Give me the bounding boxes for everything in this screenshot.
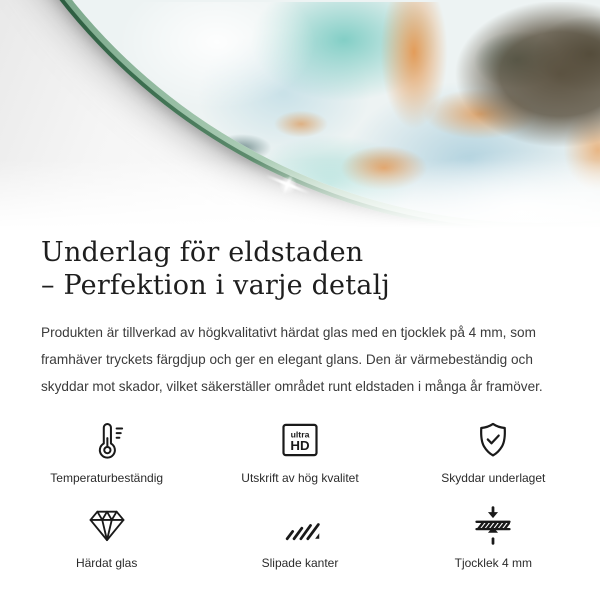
- intro-paragraph: Produkten är tillverkad av högkvalitativt härdat glas med en tjocklek på 4 mm, som framhäver tryckets färgdjup och ger en elegant glans. Den är värmebeständig och skyddar mot skador, vilket säkerställer området runt eldstaden i många år framöver.: [41, 325, 543, 394]
- feature-label: Temperaturbeständig: [50, 471, 164, 485]
- ultra-hd-icon: [278, 418, 322, 462]
- ultra-hd-badge-bottom: HD: [290, 438, 310, 454]
- product-hero-image: [0, 0, 600, 228]
- feature-tempered-glass: [10, 502, 203, 570]
- diamond-icon: [85, 503, 129, 547]
- feature-label: Utskrift av hög kvalitet: [241, 471, 359, 485]
- shield-check-icon: [471, 418, 515, 462]
- feature-thickness: [397, 502, 590, 570]
- ultra-hd-badge-top: ultra: [290, 429, 310, 440]
- polished-edges-icon: [278, 503, 322, 547]
- feature-label: Härdat glas: [75, 556, 138, 570]
- thickness-icon: [471, 503, 515, 547]
- feature-temperature: [10, 417, 203, 485]
- title-line-2: – Perfektion i varje detalj: [41, 270, 390, 301]
- thermometer-icon: [85, 418, 129, 462]
- feature-polished-edges: [203, 502, 396, 570]
- page-title: [41, 236, 560, 302]
- sparkle-highlight-icon: [264, 172, 312, 198]
- feature-protection: [397, 417, 590, 485]
- feature-label: Tjocklek 4 mm: [454, 556, 532, 570]
- feature-grid: [10, 417, 590, 570]
- description-block: [0, 228, 600, 400]
- title-line-1: Underlag för eldstaden: [41, 237, 364, 268]
- feature-label: Slipade kanter: [261, 556, 339, 570]
- feature-print-quality: [203, 417, 396, 485]
- feature-label: Skyddar underlaget: [441, 471, 546, 485]
